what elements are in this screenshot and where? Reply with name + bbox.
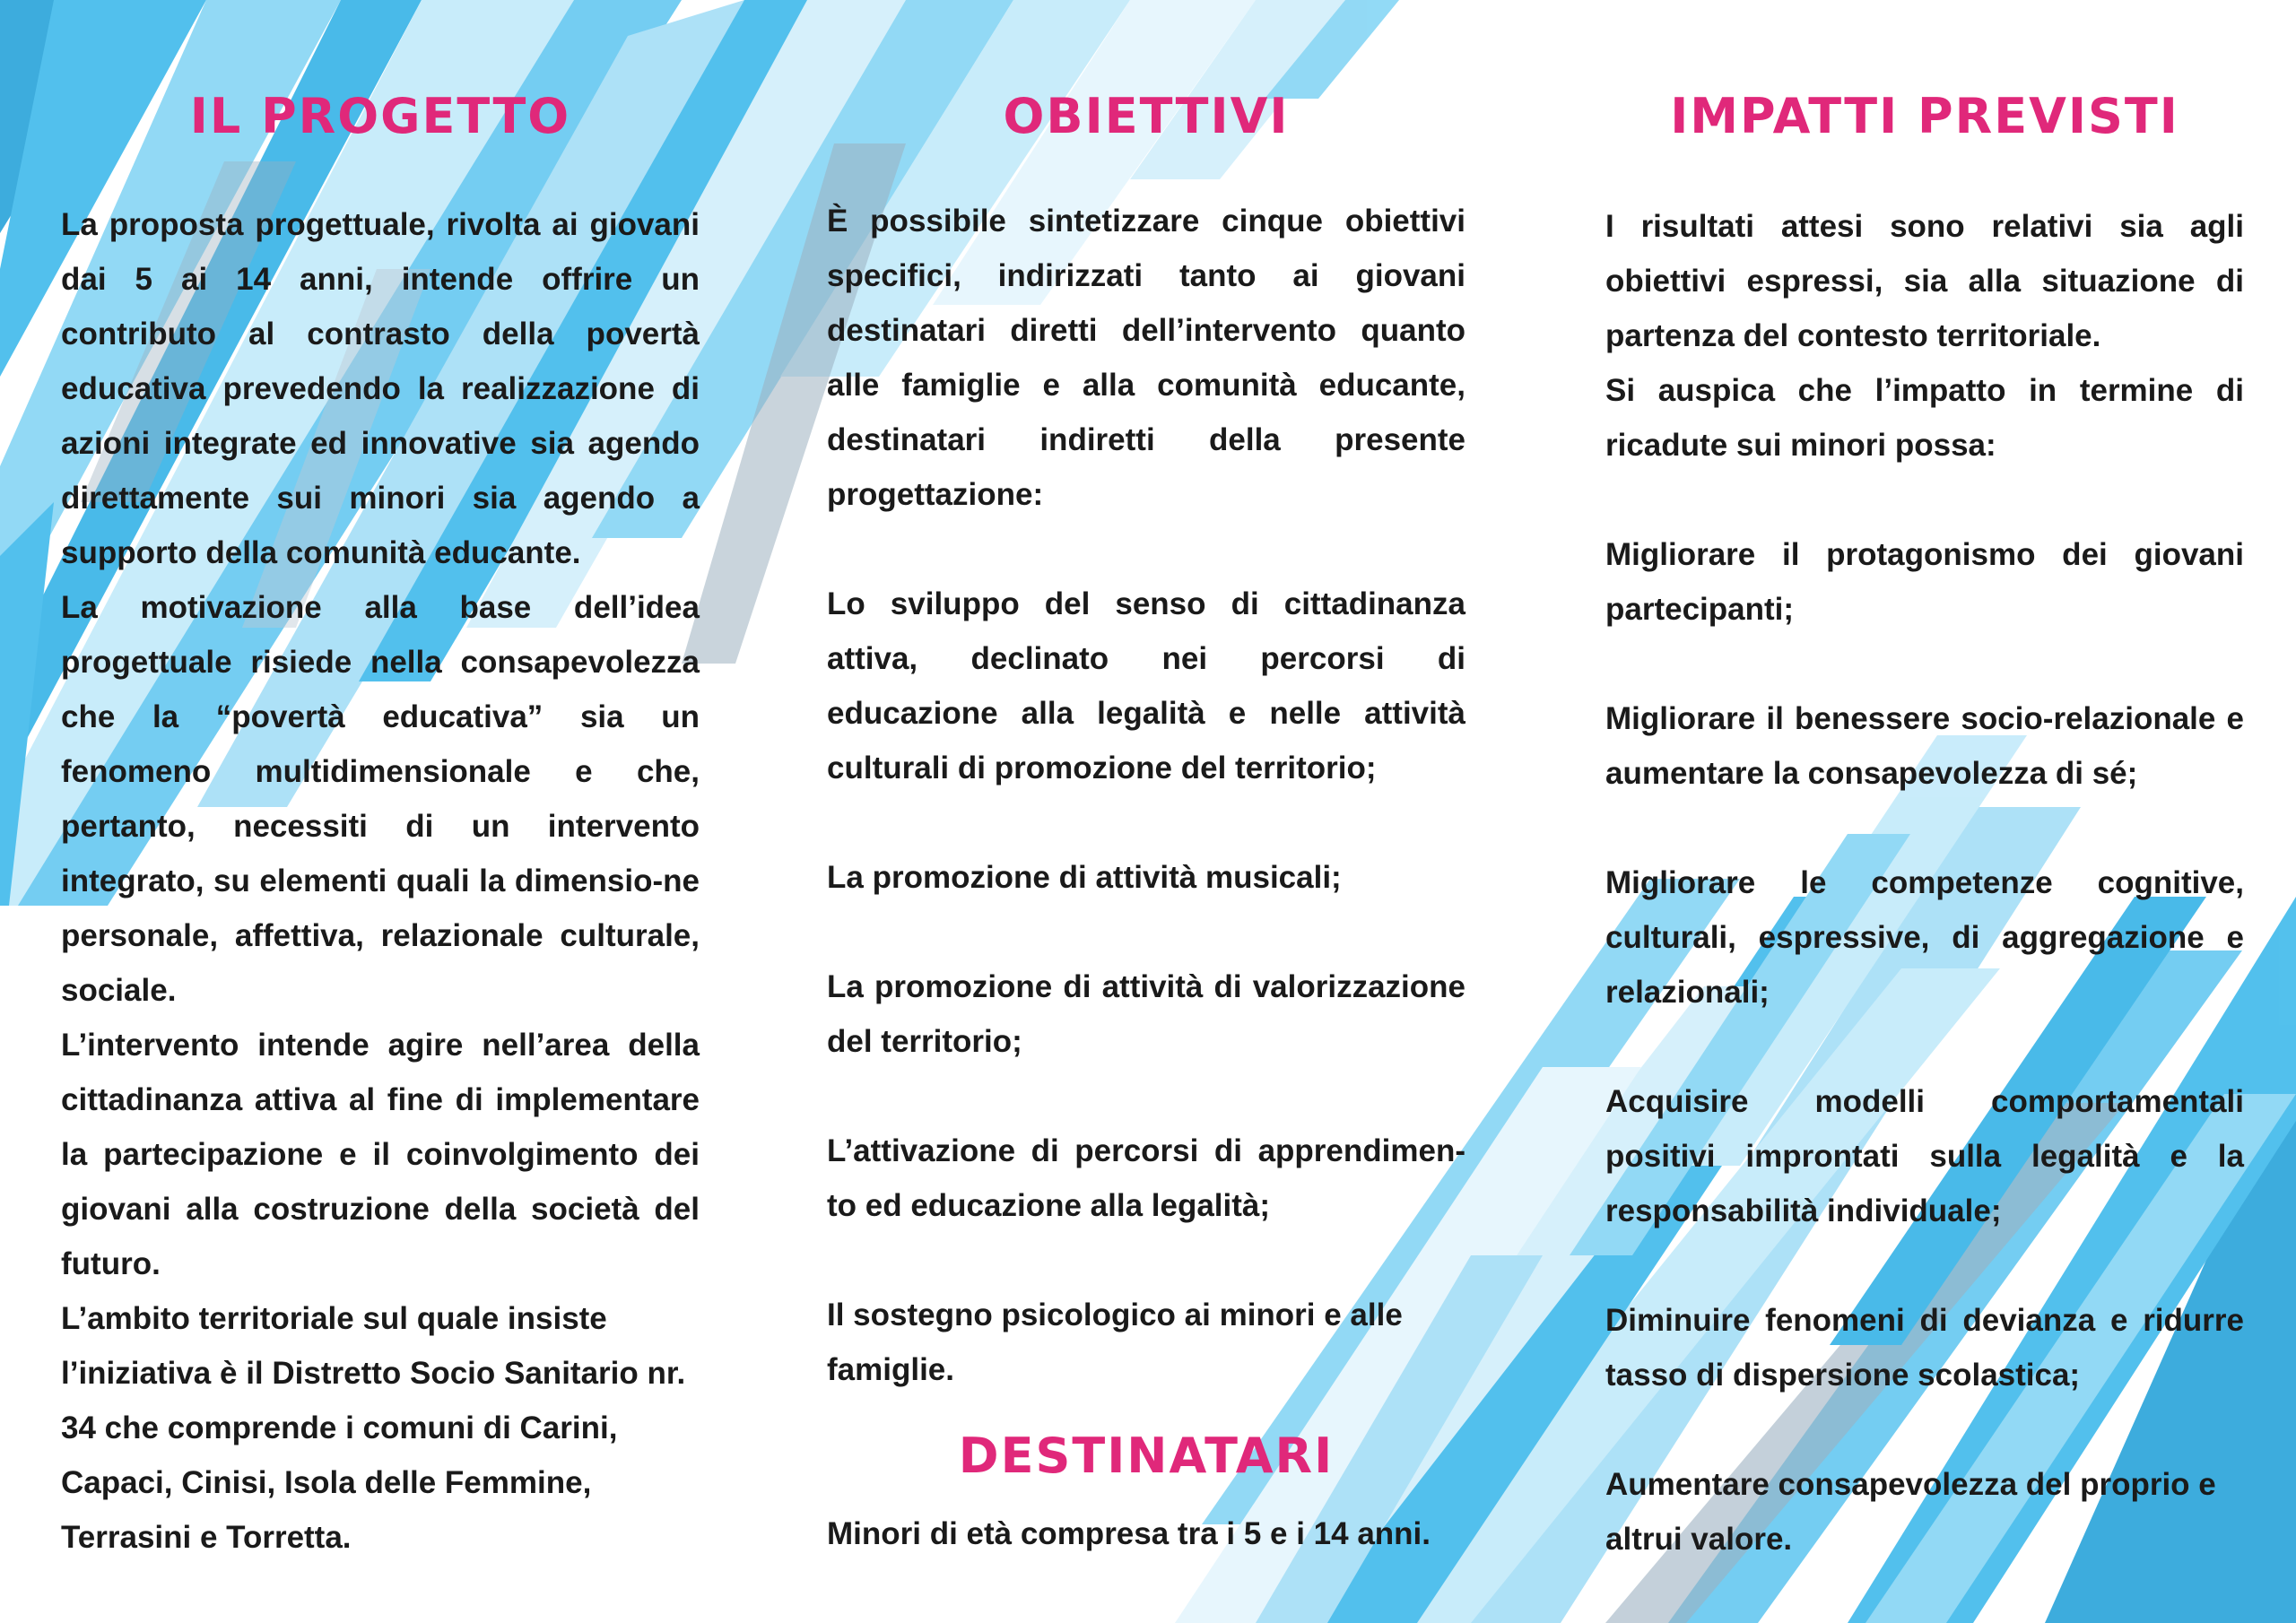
impatti-body [1605,199,2244,1567]
obiettivi-intro: È possibile sintetizzare cinque obiettivi specifici, indirizzati tanto ai giovani destinatari diretti dell’intervento quanto alle famiglie e alla comunità educante, destinatari indiretti della presente progettazione: [827,204,1465,512]
impatti-item-6: Aumentare consapevolezza del proprio e altrui valore. [1605,1467,2216,1557]
heading-impatti-previsti: IMPATTI PREVISTI [1670,88,2179,144]
impatti-item-2: Migliorare il benessere socio-relazionale e aumentare la consapevolezza di sé; [1605,701,2244,791]
destinatari-body [827,1506,1465,1561]
progetto-paragraph-1: La proposta progettuale, rivolta ai giovani dai 5 ai 14 anni, intende offrire un contributo al contrasto della povertà educativa prevedendo la realizzazione di azioni integrate ed innovative sia agendo direttamente sui minori sia agendo a supporto della comunità educante. [61,207,700,570]
impatti-item-5: Diminuire fenomeni di devianza e ridurre tasso di dispersione scolastica; [1605,1303,2244,1393]
progetto-paragraph-3: L’intervento intende agire nell’area della cittadinanza attiva al fine di implementare la partecipazione e il coinvolgimento dei giovani alla costruzione della società del futuro. [61,1028,700,1281]
impatti-intro-1: I risultati attesi sono relativi sia agli obiettivi espressi, sia alla situazione di partenza del contesto territoriale. [1605,209,2244,353]
destinatari-text: Minori di età compresa tra i 5 e i 14 anni. [827,1516,1431,1551]
heading-il-progetto: IL PROGETTO [189,88,571,144]
column-progetto [61,0,700,1623]
column-obiettivi [827,0,1465,1623]
impatti-item-4: Acquisire modelli comportamentali positivi improntati sulla legalità e la responsabilità individuale; [1605,1084,2244,1228]
progetto-paragraph-4: L’ambito territoriale sul quale insiste l’iniziativa è il Distretto Socio Sanitario nr. 34 che comprende i comuni di Carini, Capaci, Cinisi, Isola delle Femmine, Terrasini e Torretta. [61,1301,686,1555]
heading-destinatari: DESTINATARI [958,1428,1335,1484]
obiettivi-item-3: La promozione di attività di valorizzazione del territorio; [827,969,1465,1059]
progetto-body [61,197,700,1565]
progetto-paragraph-2: La motivazione alla base dell’idea progettuale risiede nella consapevolezza che la “povertà educativa” sia un fenomeno multidimensionale e che, pertanto, necessiti di un intervento integrato, su elementi quali la dimensio-ne personale, affettiva, relazionale culturale, sociale. [61,590,700,1008]
column-impatti [1605,0,2244,1623]
impatti-item-3: Migliorare le competenze cognitive, culturali, espressive, di aggregazione e relazionali; [1605,865,2244,1010]
obiettivi-item-5: Il sostegno psicologico ai minori e alle famiglie. [827,1298,1403,1387]
obiettivi-item-4: L’attivazione di percorsi di apprendimen-to ed educazione alla legalità; [827,1133,1465,1223]
obiettivi-item-2: La promozione di attività musicali; [827,860,1342,895]
heading-obiettivi: OBIETTIVI [1003,88,1290,144]
obiettivi-body [827,194,1465,1397]
obiettivi-item-1: Lo sviluppo del senso di cittadinanza attiva, declinato nei percorsi di educazione alla legalità e nelle attività culturali di promozione del territorio; [827,586,1465,785]
impatti-intro-2: Si auspica che l’impatto in termine di ricadute sui minori possa: [1605,373,2244,463]
impatti-item-1: Migliorare il protagonismo dei giovani partecipanti; [1605,537,2244,627]
